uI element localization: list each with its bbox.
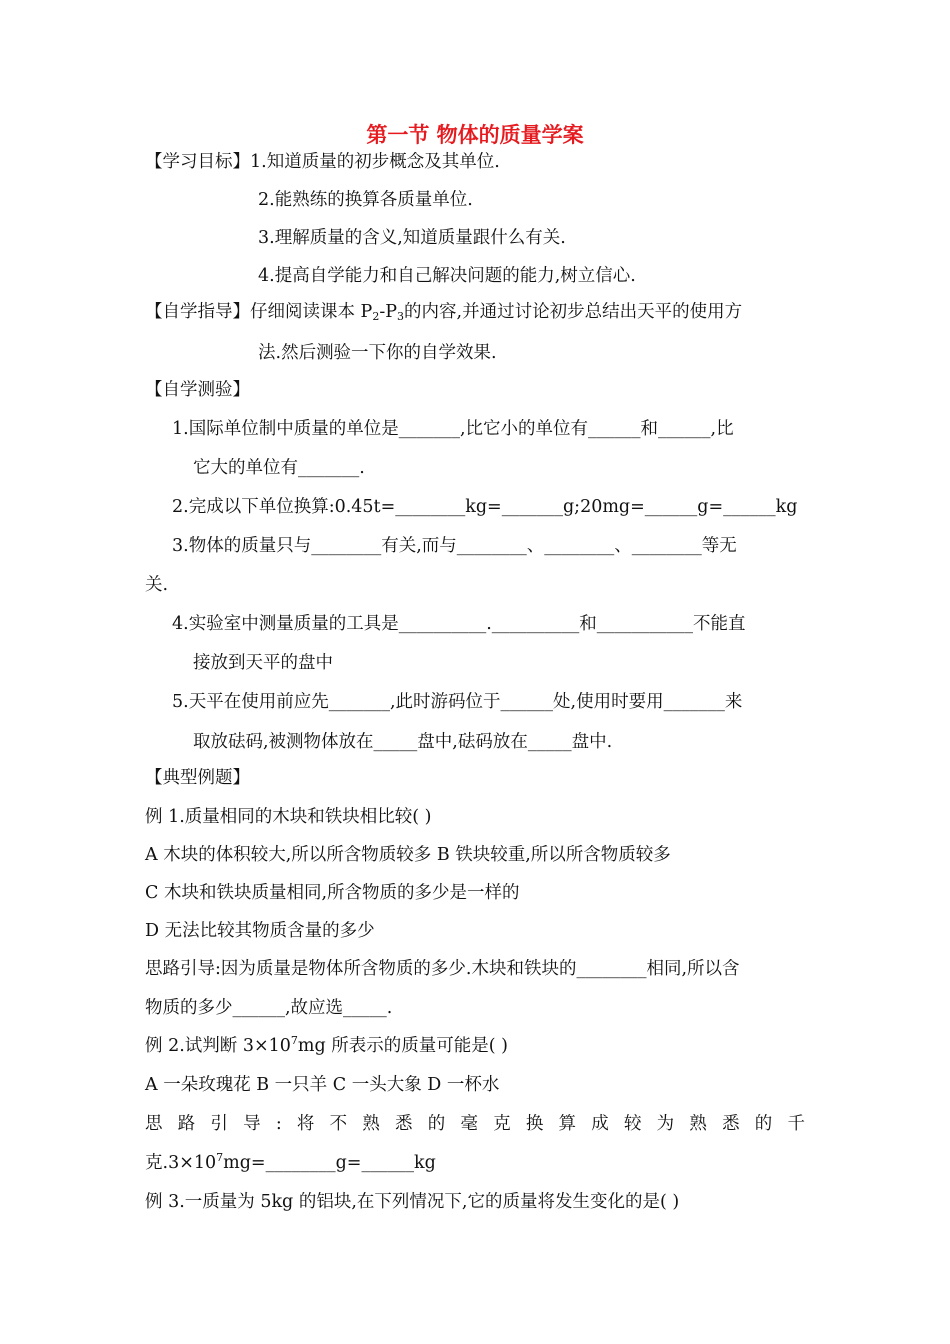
hint-char: 路 [177,1114,196,1134]
example-2-text: mg 所表示的质量可能是( ) [297,1036,508,1056]
hint-char: 的 [754,1114,773,1134]
objective-item-3: 3.理解质量的含义,知道质量跟什么有关. [258,228,566,248]
guide-text: 的内容,并通过讨论初步总结出天平的使用方 [404,302,743,322]
hint-char: 成 [591,1114,609,1134]
example-2-question [145,1032,508,1060]
example-2-exponent: 7 [290,1034,298,1047]
objectives-label: 【学习目标】 [145,152,250,172]
hint-char: 毫 [460,1114,478,1134]
example-1-option-d: D 无法比较其物质含量的多少 [145,921,375,941]
example-2-text: 例 2.试判断 3×10 [145,1036,291,1056]
document-title: 第一节 物体的质量学案 [366,122,584,147]
selftest-q4-line1: 4.实验室中测量质量的工具是__________.__________和___________不能直 [172,614,746,634]
guide-label: 【自学指导】 [145,302,250,322]
example-1-hint-line2: 物质的多少______,故应选_____. [145,998,393,1018]
hint-char: 千 [787,1114,805,1134]
hint-char: 的 [427,1114,446,1134]
hint-char: 较 [623,1114,642,1134]
guide-text: -P [379,302,398,322]
selftest-q1-line1: 1.国际单位制中质量的单位是_______,比它小的单位有______和______,比 [172,419,734,439]
objectives-row-1 [145,148,500,176]
hint-char: 悉 [395,1114,413,1134]
examples-label: 【典型例题】 [145,768,250,788]
example-3-question: 例 3.一质量为 5kg 的铝块,在下列情况下,它的质量将发生变化的是( ) [145,1192,680,1212]
example-1-option-c: C 木块和铁块质量相同,所含物质的多少是一样的 [145,883,520,903]
guide-row-2: 法.然后测验一下你的自学效果. [258,343,497,363]
guide-subscript: 3 [397,310,405,323]
example-2-hint-line2 [145,1149,436,1177]
hint-char: 算 [558,1114,577,1134]
guide-row-1 [145,298,742,326]
guide-text: 仔细阅读课本 P [250,302,373,322]
hint-char: 为 [656,1114,675,1134]
objective-item-1: 1.知道质量的初步概念及其单位. [250,152,500,172]
hint-char: : [275,1114,282,1134]
hint-char: 思 [145,1114,163,1134]
hint-char: 克 [493,1114,511,1134]
hint-char: 引 [210,1114,228,1134]
guide-subscript: 2 [372,310,380,323]
selftest-q2: 2.完成以下单位换算:0.45t=________kg=_______g;20mg=______g=______kg [172,497,798,517]
hint-char: 熟 [689,1114,707,1134]
example-2-hint-exponent: 7 [216,1151,224,1164]
hint-char: 将 [296,1114,315,1134]
example-2-options: A 一朵玫瑰花 B 一只羊 C 一头大象 D 一杯水 [145,1075,500,1095]
selftest-label: 【自学测验】 [145,380,250,400]
hint-char: 换 [525,1114,544,1134]
selftest-q4-line2: 接放到天平的盘中 [193,653,333,673]
example-1-question: 例 1.质量相同的木块和铁块相比较( ) [145,807,432,827]
hint-char: 导 [243,1114,261,1134]
selftest-q5-line2: 取放砝码,被测物体放在_____盘中,砝码放在_____盘中. [193,732,613,752]
hint-char: 熟 [362,1114,380,1134]
objective-item-4: 4.提高自学能力和自己解决问题的能力,树立信心. [258,266,636,286]
example-2-hint-text: mg=________g=______kg [223,1153,436,1173]
selftest-q3-line1: 3.物体的质量只与________有关,而与________、________、________等无 [172,536,737,556]
objective-item-2: 2.能熟练的换算各质量单位. [258,190,473,210]
hint-char: 不 [329,1114,348,1134]
example-2-hint-line1 [145,1110,805,1138]
selftest-q3-line2: 关. [145,575,169,595]
selftest-q5-line1: 5.天平在使用前应先_______,此时游码位于______处,使用时要用_______来 [172,692,743,712]
example-2-hint-text: 克.3×10 [145,1153,217,1173]
selftest-q1-line2: 它大的单位有_______. [193,458,365,478]
example-1-options-ab: A 木块的体积较大,所以所含物质较多 B 铁块较重,所以所含物质较多 [145,845,671,865]
hint-char: 悉 [722,1114,740,1134]
example-1-hint-line1: 思路引导:因为质量是物体所含物质的多少.木块和铁块的________相同,所以含 [145,959,740,979]
